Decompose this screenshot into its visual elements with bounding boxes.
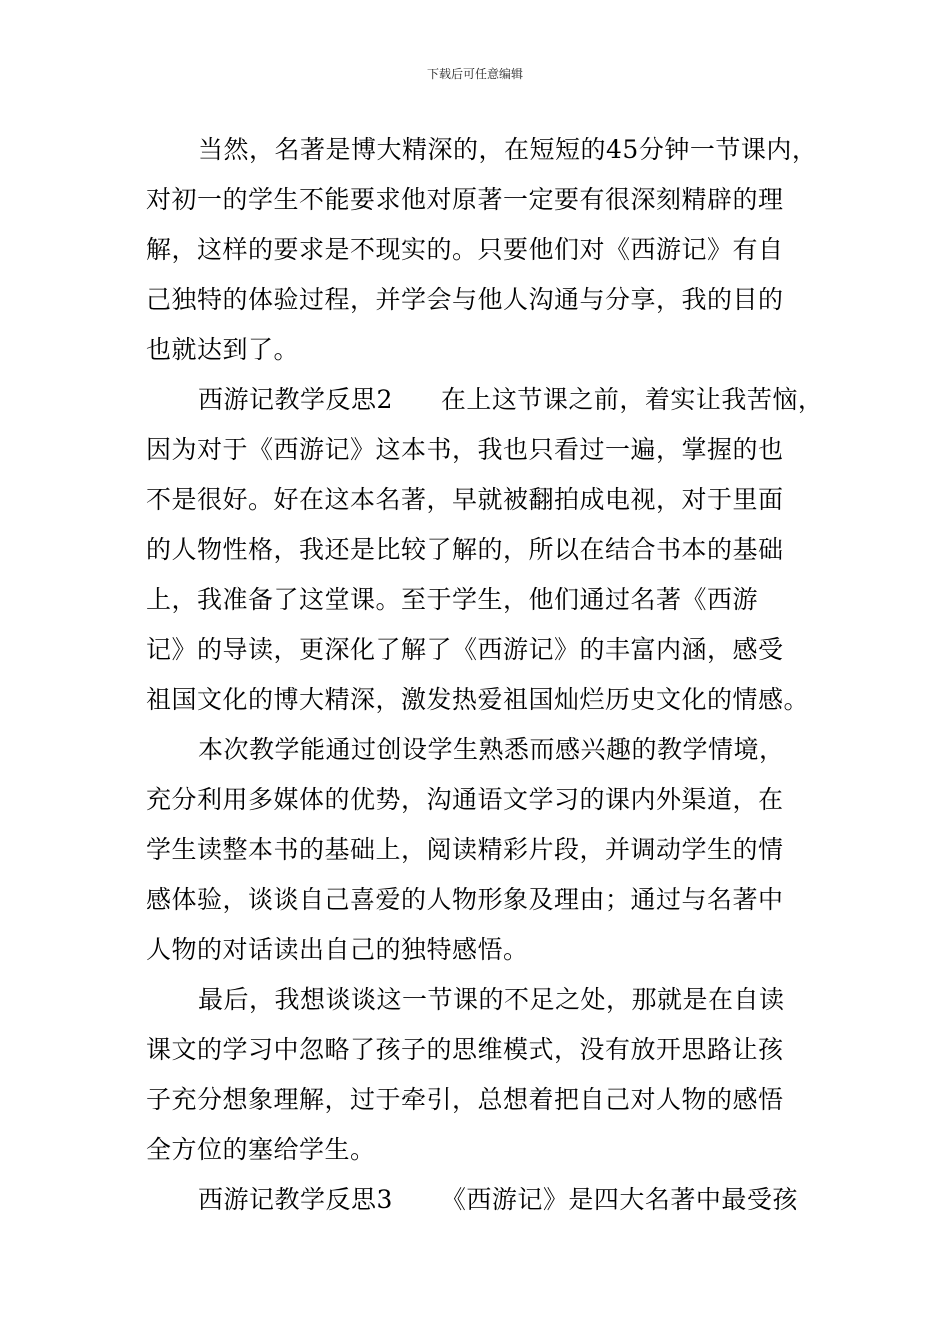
paragraph-line: 祖国文化的博大精深，激发热爱祖国灿烂历史文化的情感。 [146, 685, 810, 714]
paragraph-line: 上，我准备了这堂课。至于学生，他们通过名著《西游 [146, 585, 759, 614]
paragraph-line: 己独特的体验过程，并学会与他人沟通与分享，我的目的 [146, 285, 784, 314]
paragraph-line: 当然，名著是博大精深的，在短短的45分钟一节课内， [198, 135, 818, 164]
paragraph-line: 人物的对话读出自己的独特感悟。 [146, 935, 529, 964]
paragraph-text: 在上这节课之前，着实让我苦恼， [440, 385, 824, 414]
paragraph-line: 因为对于《西游记》这本书，我也只看过一遍，掌握的也 [146, 435, 784, 464]
paragraph-line: 不是很好。好在这本名著，早就被翻拍成电视，对于里面 [146, 485, 784, 514]
section-heading-line [198, 1184, 798, 1216]
section-heading: 西游记教学反思2 [198, 385, 393, 414]
section-heading: 西游记教学反思3 [198, 1185, 393, 1214]
paragraph-line: 对初一的学生不能要求他对原著一定要有很深刻精辟的理 [146, 185, 784, 214]
paragraph-line: 全方位的塞给学生。 [146, 1135, 376, 1164]
page-header: 下载后可任意编辑 [426, 67, 523, 81]
paragraph-line: 子充分想象理解，过于牵引，总想着把自己对人物的感悟 [146, 1085, 784, 1114]
paragraph-line: 最后，我想谈谈这一节课的不足之处，那就是在自读 [198, 985, 785, 1014]
paragraph-line: 学生读整本书的基础上，阅读精彩片段，并调动学生的情 [146, 835, 784, 864]
paragraph-text: 《西游记》是四大名著中最受孩 [440, 1185, 798, 1214]
paragraph-line: 本次教学能通过创设学生熟悉而感兴趣的教学情境， [198, 735, 785, 764]
paragraph-line: 也就达到了。 [146, 335, 300, 364]
paragraph-line: 感体验，谈谈自己喜爱的人物形象及理由；通过与名著中 [146, 885, 784, 914]
paragraph-line: 记》的导读，更深化了解了《西游记》的丰富内涵，感受 [146, 635, 784, 664]
section-heading-line [198, 384, 823, 416]
paragraph-line: 充分利用多媒体的优势，沟通语文学习的课内外渠道，在 [146, 785, 784, 814]
paragraph-line: 的人物性格，我还是比较了解的，所以在结合书本的基础 [146, 535, 784, 564]
paragraph-line: 课文的学习中忽略了孩子的思维模式，没有放开思路让孩 [146, 1035, 784, 1064]
paragraph-line: 解，这样的要求是不现实的。只要他们对《西游记》有自 [146, 235, 784, 264]
